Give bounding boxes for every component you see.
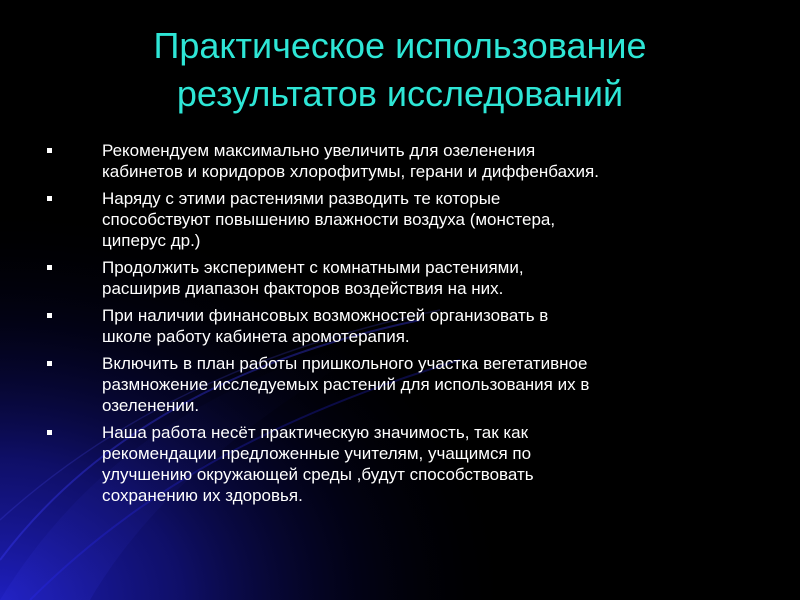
bullet-text-line: размножение исследуемых растений для использования их в xyxy=(102,375,590,394)
bullet-text-line: кабинетов и коридоров хлорофитумы, герани и диффенбахия. xyxy=(102,162,599,181)
bullet-marker xyxy=(47,196,52,201)
slide-title xyxy=(40,22,760,118)
slide-title-line1: Практическое использование xyxy=(153,25,647,66)
bullet-text-line: циперус др.) xyxy=(102,231,201,250)
bullet-item xyxy=(40,257,760,299)
bullet-list xyxy=(40,140,760,512)
bullet-text-line: При наличии финансовых возможностей организовать в xyxy=(102,306,549,325)
bullet-text-line: Наша работа несёт практическую значимость, так как xyxy=(102,423,529,442)
slide-title-line2: результатов исследований xyxy=(176,73,624,114)
bullet-text-line: способствуют повышению влажности воздуха (монстера, xyxy=(102,210,556,229)
bullet-marker xyxy=(47,265,52,270)
bullet-text-line: расширив диапазон факторов воздействия на них. xyxy=(102,279,504,298)
bullet-item xyxy=(40,305,760,347)
bullet-item xyxy=(40,140,760,182)
bullet-text-line: Наряду с этими растениями разводить те которые xyxy=(102,189,501,208)
bullet-item xyxy=(40,422,760,506)
bullet-marker xyxy=(47,361,52,366)
bullet-text-line: сохранению их здоровья. xyxy=(102,486,303,505)
bullet-item xyxy=(40,353,760,416)
bullet-marker xyxy=(47,148,52,153)
bullet-marker xyxy=(47,430,52,435)
bullet-text-line: рекомендации предложенные учителям, учащимся по xyxy=(102,444,532,463)
bullet-marker xyxy=(47,313,52,318)
bullet-text-line: озеленении. xyxy=(102,396,200,415)
bullet-text-line: улучшению окружающей среды ,будут способствовать xyxy=(102,465,534,484)
bullet-text-line: Продолжить эксперимент с комнатными растениями, xyxy=(102,258,524,277)
bullet-text-line: школе работу кабинета аромотерапия. xyxy=(102,327,410,346)
bullet-text-line: Рекомендуем максимально увеличить для озеленения xyxy=(102,141,536,160)
bullet-text-line: Включить в план работы пришкольного участка вегетативное xyxy=(102,354,588,373)
bullet-item xyxy=(40,188,760,251)
